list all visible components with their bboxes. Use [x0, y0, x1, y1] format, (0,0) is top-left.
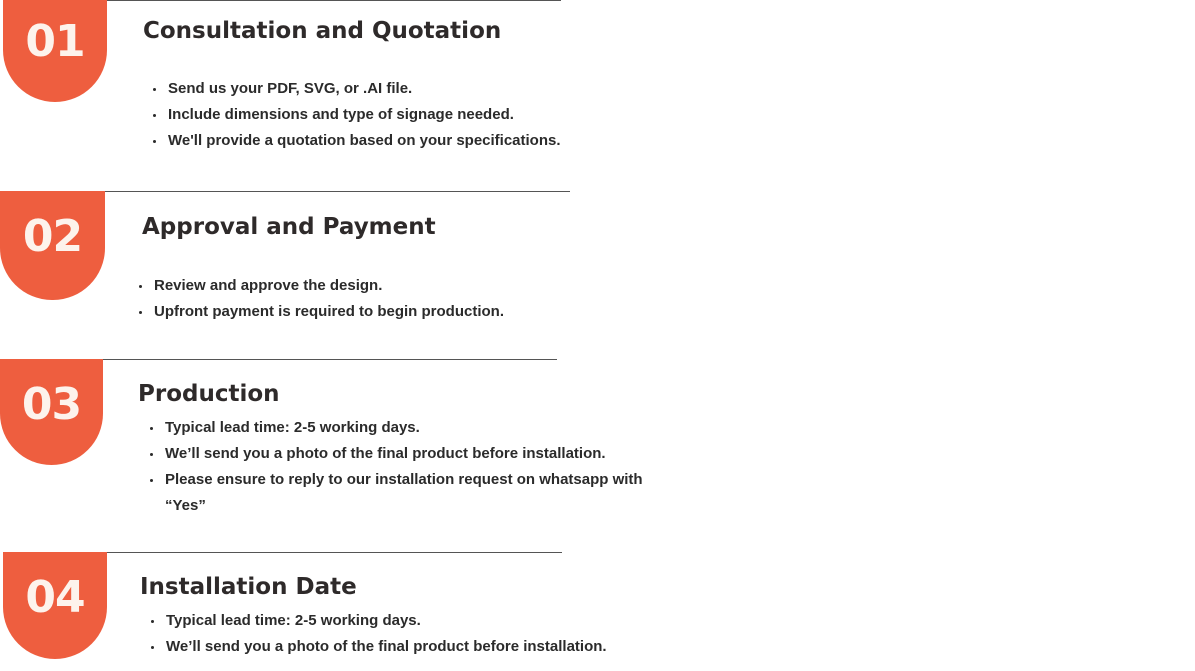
step-number: 01	[25, 16, 85, 67]
step-bullet-list	[150, 415, 650, 519]
step-number: 04	[25, 572, 85, 623]
step-divider	[104, 552, 562, 553]
step-number-badge	[0, 191, 105, 300]
list-item: We’ll send you a photo of the final product before installation.	[150, 441, 650, 467]
list-item: Upfront payment is required to begin production.	[139, 299, 659, 325]
list-item: Review and approve the design.	[139, 273, 659, 299]
list-item: Typical lead time: 2-5 working days.	[150, 415, 650, 441]
step-number-badge	[3, 552, 107, 659]
step-divider	[98, 0, 561, 1]
step-bullet-list	[151, 608, 671, 660]
step-number-badge	[3, 0, 107, 102]
list-item: We’ll send you a photo of the final product before installation.	[151, 634, 671, 660]
step-title: Installation Date	[140, 574, 357, 600]
step-number: 02	[22, 211, 83, 262]
list-item: Please ensure to reply to our installation request on whatsapp with “Yes”	[150, 467, 650, 519]
step-title: Production	[138, 381, 280, 407]
step-title: Consultation and Quotation	[143, 18, 502, 44]
step-divider	[100, 359, 557, 360]
step-number: 03	[21, 379, 82, 430]
list-item: Include dimensions and type of signage needed.	[153, 102, 673, 128]
list-item: We'll provide a quotation based on your specifications.	[153, 128, 673, 154]
step-title: Approval and Payment	[142, 214, 436, 240]
step-bullet-list	[139, 273, 659, 325]
step-bullet-list	[153, 76, 673, 154]
step-number-badge	[0, 359, 103, 465]
step-divider	[102, 191, 570, 192]
list-item: Typical lead time: 2-5 working days.	[151, 608, 671, 634]
list-item: Send us your PDF, SVG, or .AI file.	[153, 76, 673, 102]
